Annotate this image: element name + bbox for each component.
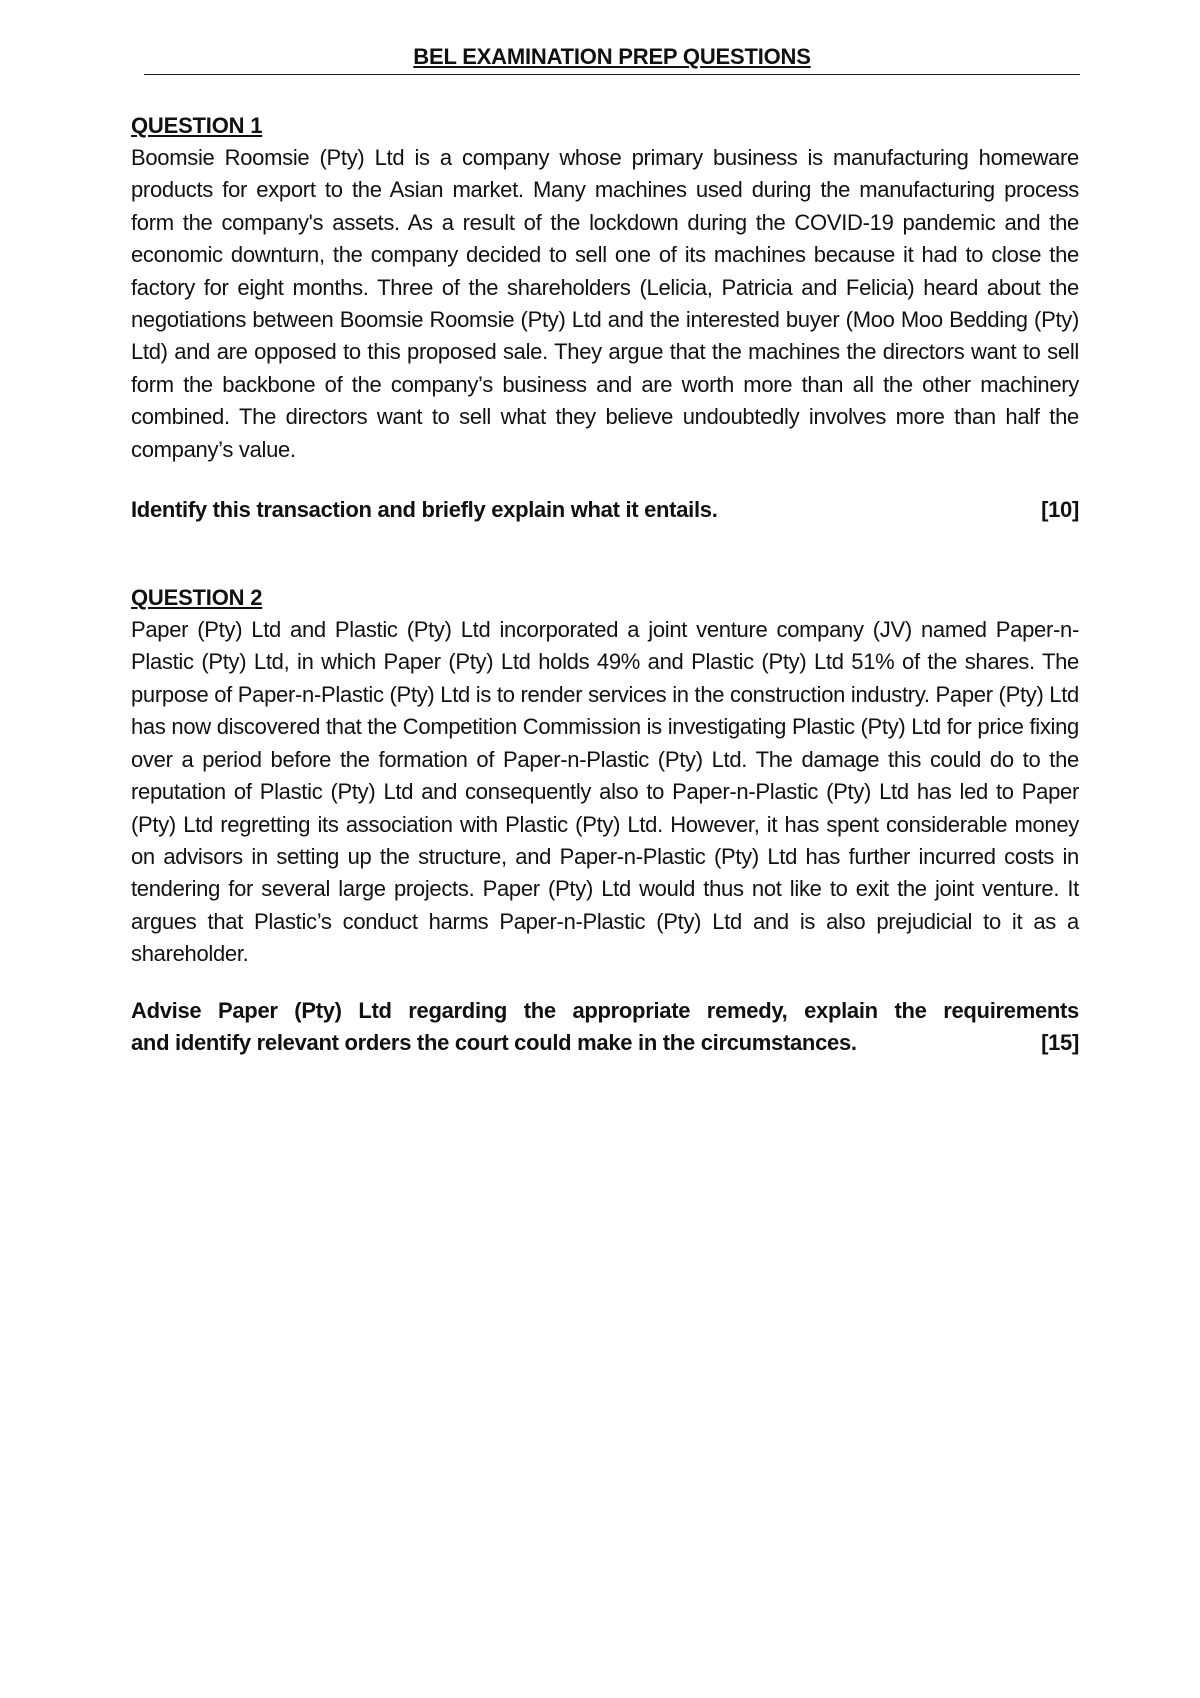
question-2-instruction-row (131, 1027, 1079, 1059)
question-1 (131, 110, 1079, 526)
question-2 (131, 582, 1079, 1058)
question-1-instruction: Identify this transaction and briefly explain what it entails. (131, 497, 718, 523)
question-1-heading: QUESTION 1 (131, 113, 263, 138)
question-1-instruction-row (131, 494, 1079, 526)
document-content (131, 110, 1079, 1059)
question-2-instruction-line-2: and identify relevant orders the court could make in the circumstances. (131, 1029, 857, 1055)
question-2-marks: [15] (1041, 1029, 1079, 1055)
question-2-instruction-line-1: Advise Paper (Pty) Ltd regarding the appropriate remedy, explain the requirements (131, 997, 1079, 1023)
question-2-heading: QUESTION 2 (131, 585, 263, 611)
question-1-body: Boomsie Roomsie (Pty) Ltd is a company whose primary business is manufacturing homeware products for export to the Asian market. Many machines used during the manufacturing process form the company's assets. As a result of the lockdown during the COVID-19 pandemic and the economic downturn, the company decided to sell one of its machines because it had to close the factory for eight months. Three of the shareholders (Lelicia, Patricia and Felicia) heard about the negotiations between Boomsie Roomsie (Pty) Ltd and the interested buyer (Moo Moo Bedding (Pty) Ltd) and are opposed to this proposed sale. They argue that the machines the directors want to sell form the backbone of the company’s business and are worth more than all the other machinery combined. The directors want to sell what they believe undoubtedly involves more than half the company’s value. (131, 145, 1079, 462)
question-2-instruction-block (131, 995, 1079, 1059)
question-1-marks: [10] (1041, 497, 1079, 523)
document-title: BEL EXAMINATION PREP QUESTIONS (413, 44, 811, 69)
header-divider (144, 74, 1080, 75)
question-2-body: Paper (Pty) Ltd and Plastic (Pty) Ltd incorporated a joint venture company (JV) named Paper-n-Plastic (Pty) Ltd, in which Paper (Pty) Ltd holds 49% and Plastic (Pty) Ltd 51% of the shares. The purpose of Paper-n-Plastic (Pty) Ltd is to render services in the construction industry. Paper (Pty) Ltd has now discovered that the Competition Commission is investigating Plastic (Pty) Ltd for price fixing over a period before the formation of Paper-n-Plastic (Pty) Ltd. The damage this could do to the reputation of Plastic (Pty) Ltd and consequently also to Paper-n-Plastic (Pty) Ltd has led to Paper (Pty) Ltd regretting its association with Plastic (Pty) Ltd. However, it has spent considerable money on advisors in setting up the structure, and Paper-n-Plastic (Pty) Ltd has further incurred costs in tendering for several large projects. Paper (Pty) Ltd would thus not like to exit the joint venture. It argues that Plastic’s conduct harms Paper-n-Plastic (Pty) Ltd and is also prejudicial to it as a shareholder. (131, 617, 1079, 967)
document-header (144, 44, 1080, 70)
